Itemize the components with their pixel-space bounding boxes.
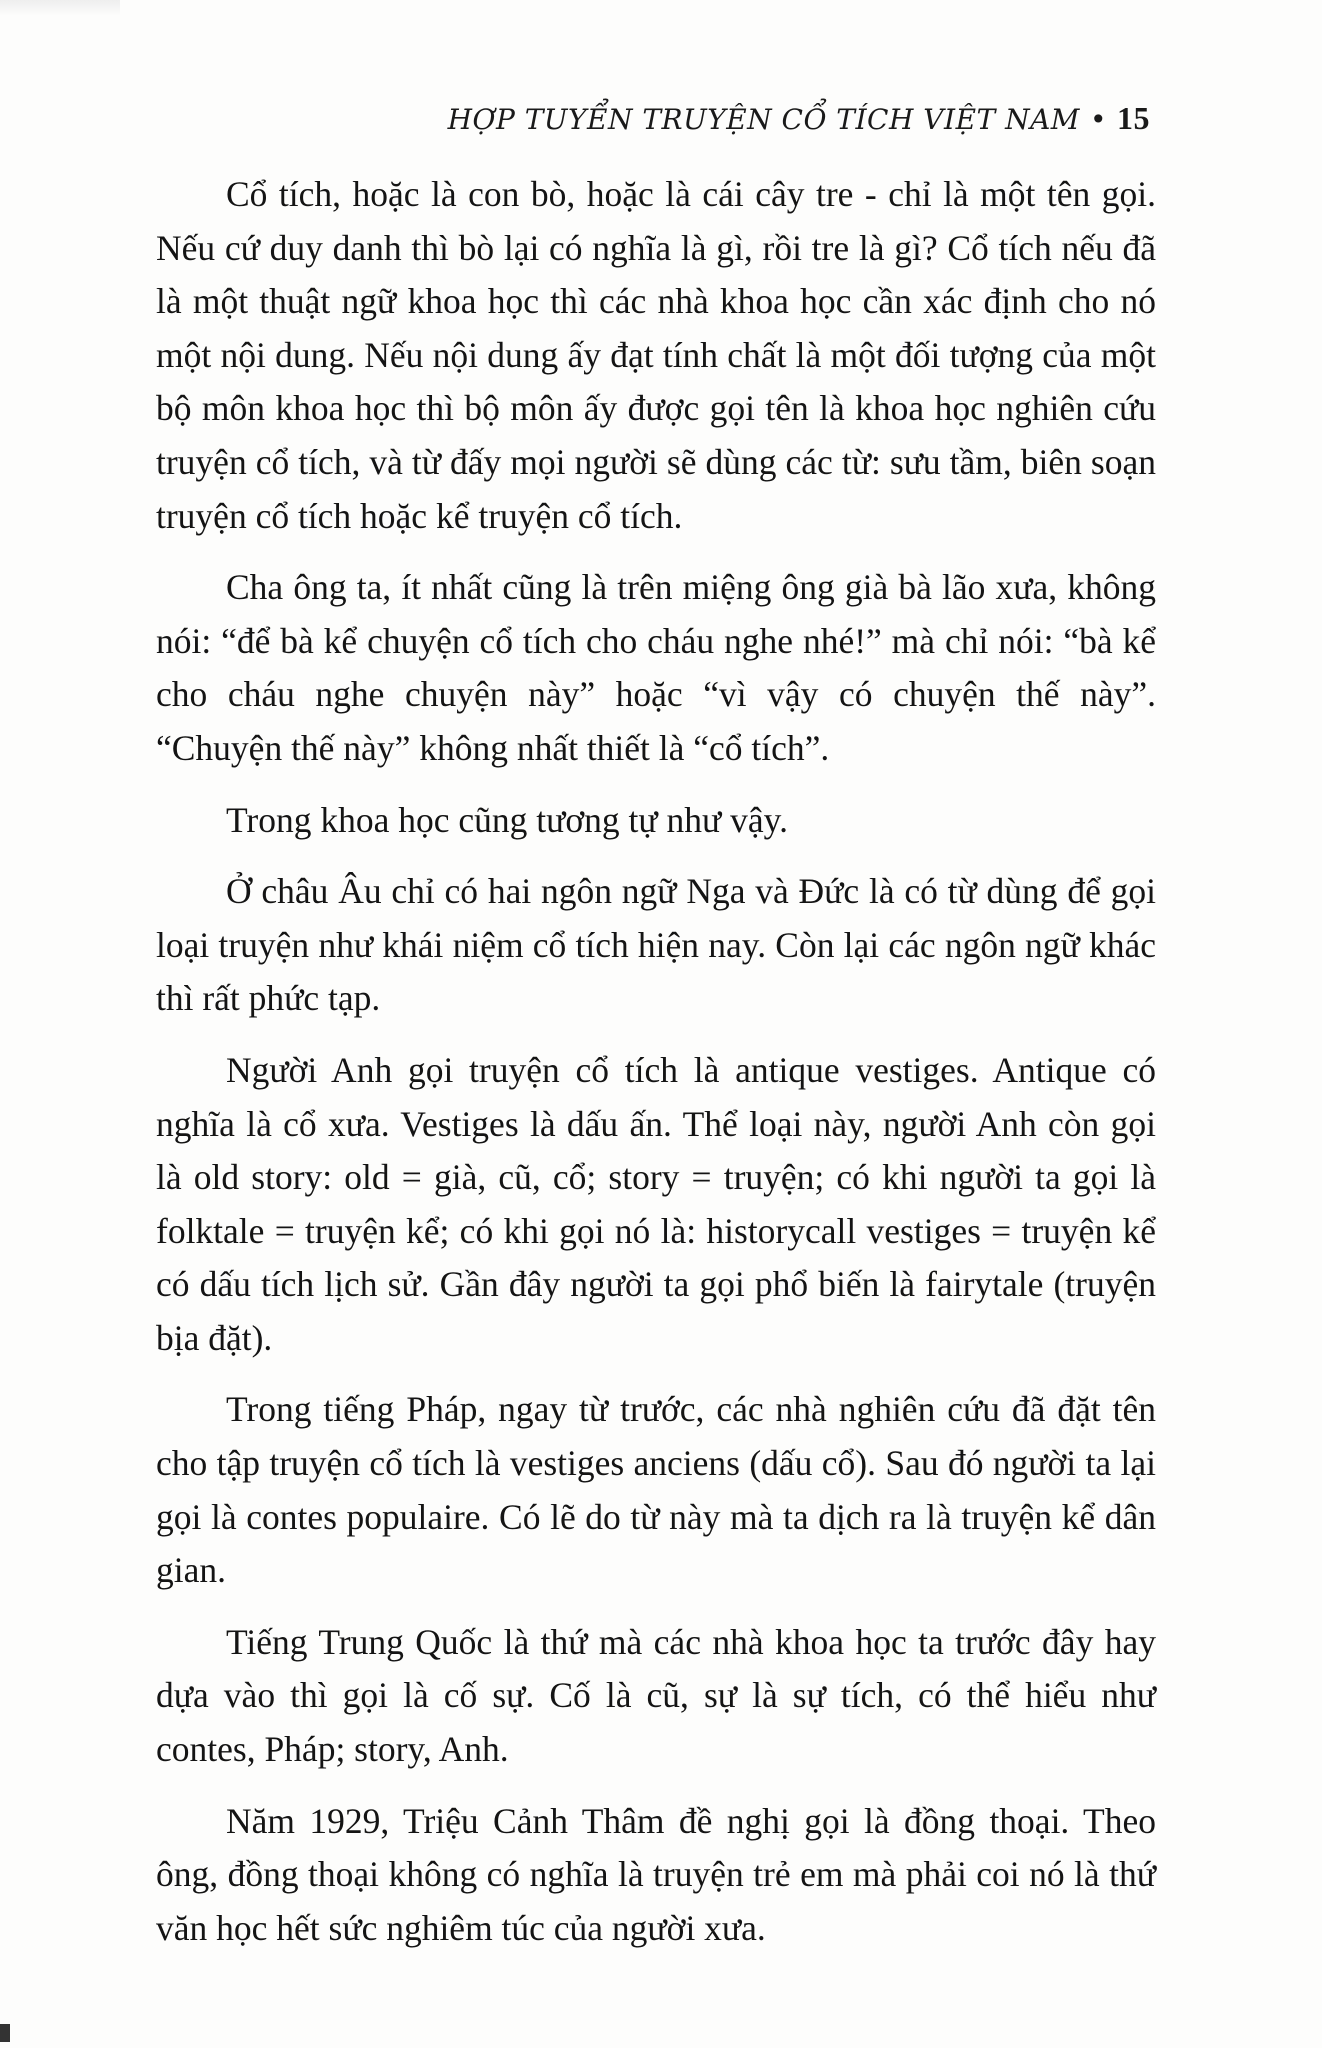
paragraph: Trong khoa học cũng tương tự như vậy. [226, 799, 788, 840]
paragraph: Tiếng Trung Quốc là thứ mà các nhà khoa học ta trước đây hay dựa vào thì gọi là cố sự. Cố là cũ, sự là sự tích, có thể hiểu như contes, Pháp; story, Anh. [156, 1621, 1156, 1770]
running-title: HỢP TUYỂN TRUYỆN CỔ TÍCH VIỆT NAM [447, 103, 1080, 136]
paragraph: Cha ông ta, ít nhất cũng là trên miệng ông già bà lão xưa, không nói: “để bà kể chuyện cổ tích cho cháu nghe nhé!” mà chỉ nói: “bà kể cho cháu nghe chuyện này” hoặc “vì vậy có chuyện thế này”. “Chuyện thế này” không nhất thiết là “cổ tích”. [156, 567, 1156, 768]
running-header [448, 100, 1150, 137]
scan-artifact [0, 0, 120, 16]
page-number: 15 [1117, 100, 1150, 136]
body-text [156, 168, 1156, 1973]
paragraph: Ở châu Âu chỉ có hai ngôn ngữ Nga và Đức là có từ dùng để gọi loại truyện như khái niệm cổ tích hiện nay. Còn lại các ngôn ngữ khác thì rất phức tạp. [156, 871, 1156, 1019]
paragraph: Người Anh gọi truyện cổ tích là antique vestiges. Antique có nghĩa là cổ xưa. Vestiges là dấu ấn. Thể loại này, người Anh còn gọi là old story: old = già, cũ, cổ; story = truyện; có khi người ta gọi là folktale = truyện kể; có khi gọi nó là: historycall vestiges = truyện kể có dấu tích lịch sử. Gần đây người ta gọi phổ biến là fairytale (truyện bịa đặt). [156, 1049, 1156, 1358]
scan-edge-mark [0, 2024, 10, 2042]
paragraph: Trong tiếng Pháp, ngay từ trước, các nhà nghiên cứu đã đặt tên cho tập truyện cổ tích là vestiges anciens (dấu cổ). Sau đó người ta lại gọi là contes populaire. Có lẽ do từ này mà ta dịch ra là truyện kể dân gian. [156, 1389, 1156, 1591]
header-separator: • [1089, 103, 1107, 136]
paragraph: Cổ tích, hoặc là con bò, hoặc là cái cây tre - chỉ là một tên gọi. Nếu cứ duy danh thì bò lại có nghĩa là gì, rồi tre là gì? Cổ tích nếu đã là một thuật ngữ khoa học thì các nhà khoa học cần xác định cho nó một nội dung. Nếu nội dung ấy đạt tính chất là một đối tượng của một bộ môn khoa học thì bộ môn ấy được gọi tên là khoa học nghiên cứu truyện cổ tích, và từ đấy mọi người sẽ dùng các từ: sưu tầm, biên soạn truyện cổ tích hoặc kể truyện cổ tích. [156, 174, 1156, 536]
paragraph: Năm 1929, Triệu Cảnh Thâm đề nghị gọi là đồng thoại. Theo ông, đồng thoại không có nghĩa là truyện trẻ em mà phải coi nó là thứ văn học hết sức nghiêm túc của người xưa. [156, 1800, 1156, 1948]
